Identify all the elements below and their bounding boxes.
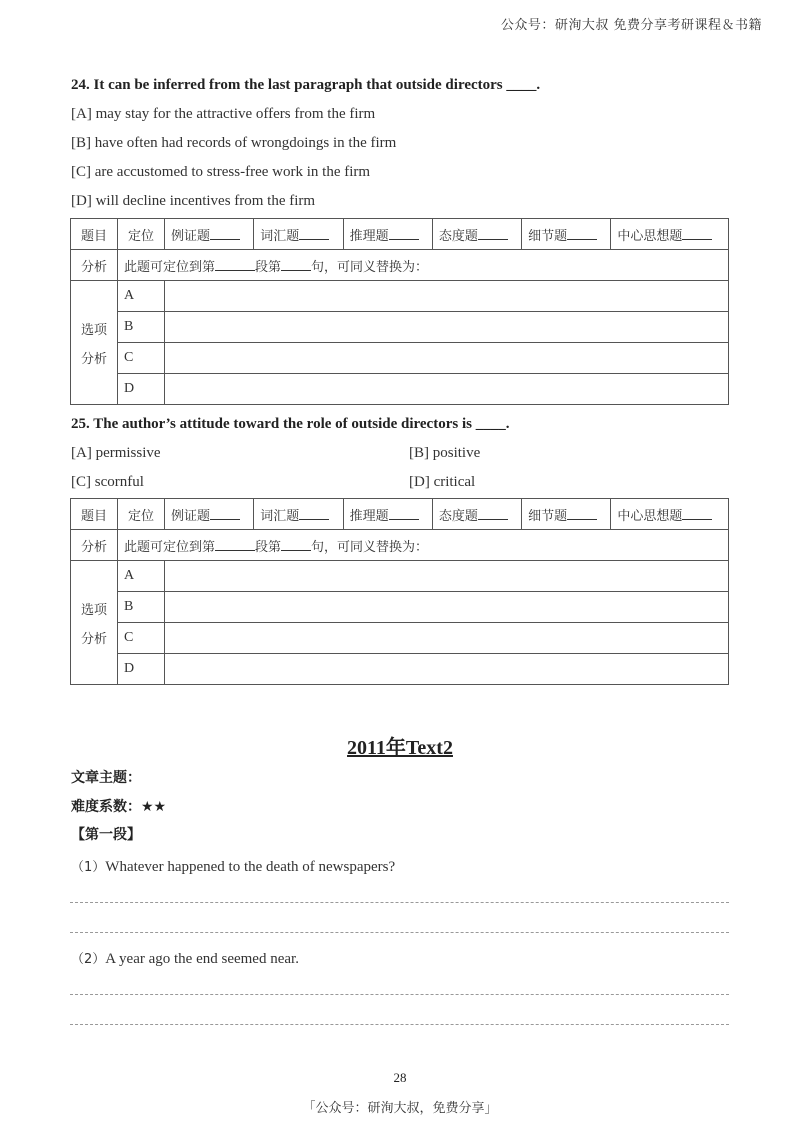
row-label-topic: 题目 bbox=[71, 499, 118, 530]
option-letter-a: A bbox=[118, 561, 165, 592]
option-letter-b: B bbox=[118, 592, 165, 623]
sentence-1: （1）Whatever happened to the death of newspapers? bbox=[71, 859, 396, 875]
cell-type-attitude: 态度题 bbox=[432, 499, 521, 530]
locate-cell: 此题可定位到第 段第 句，可同义替换为： bbox=[118, 530, 729, 561]
question-25-option-d: [D] critical bbox=[409, 474, 476, 490]
cell-type-attitude: 态度题 bbox=[432, 219, 521, 250]
option-letter-d: D bbox=[118, 374, 165, 405]
option-analysis-label: 选项 分析 bbox=[71, 281, 118, 405]
cell-type-detail: 细节题 bbox=[522, 219, 611, 250]
question-24-option-c: [C] are accustomed to stress-free work in the firm bbox=[71, 164, 371, 180]
writing-line[interactable] bbox=[70, 902, 729, 903]
sentence-2: （2）A year ago the end seemed near. bbox=[71, 951, 299, 967]
question-25-option-b: [B] positive bbox=[409, 445, 481, 461]
option-analysis-label: 选项 分析 bbox=[71, 561, 118, 685]
type-blank[interactable] bbox=[299, 507, 329, 520]
row-label-topic: 题目 bbox=[71, 219, 118, 250]
type-blank[interactable] bbox=[567, 507, 597, 520]
question-24-analysis-table bbox=[70, 218, 729, 405]
writing-line[interactable] bbox=[70, 932, 729, 933]
option-letter-c: C bbox=[118, 343, 165, 374]
type-blank[interactable] bbox=[389, 507, 419, 520]
footer-watermark: 「公众号：研洵大叔，免费分享」 bbox=[302, 1101, 498, 1116]
option-letter-c: C bbox=[118, 623, 165, 654]
cell-type-main-idea: 中心思想题 bbox=[611, 499, 729, 530]
type-blank[interactable] bbox=[478, 507, 508, 520]
article-theme-label: 文章主题： bbox=[71, 770, 141, 786]
cell-dingwei: 定位 bbox=[118, 499, 165, 530]
writing-line[interactable] bbox=[70, 994, 729, 995]
option-c-answer-cell[interactable] bbox=[165, 343, 729, 374]
difficulty-label: 难度系数：★★ bbox=[71, 799, 167, 815]
locate-cell: 此题可定位到第 段第 句，可同义替换为： bbox=[118, 250, 729, 281]
cell-type-vocab: 词汇题 bbox=[254, 499, 343, 530]
cell-type-detail: 细节题 bbox=[522, 499, 611, 530]
cell-type-main-idea: 中心思想题 bbox=[611, 219, 729, 250]
type-blank[interactable] bbox=[210, 227, 240, 240]
paragraph-blank[interactable] bbox=[215, 258, 255, 271]
question-25-stem: 25. The author’s attitude toward the role of outside directors is ____. bbox=[71, 416, 510, 432]
cell-type-example: 例证题 bbox=[165, 499, 254, 530]
paragraph-blank[interactable] bbox=[215, 538, 255, 551]
type-blank[interactable] bbox=[210, 507, 240, 520]
cell-type-inference: 推理题 bbox=[343, 219, 432, 250]
page-number: 28 bbox=[393, 1070, 407, 1085]
type-blank[interactable] bbox=[682, 507, 712, 520]
option-letter-d: D bbox=[118, 654, 165, 685]
cell-type-inference: 推理题 bbox=[343, 499, 432, 530]
question-25-option-c: [C] scornful bbox=[71, 474, 144, 490]
question-25-option-a: [A] permissive bbox=[71, 445, 161, 461]
question-24-option-b: [B] have often had records of wrongdoings in the firm bbox=[71, 135, 397, 151]
question-24-stem: 24. It can be inferred from the last paragraph that outside directors ____. bbox=[71, 77, 541, 93]
option-a-answer-cell[interactable] bbox=[165, 561, 729, 592]
paragraph-heading: 【第一段】 bbox=[71, 827, 141, 843]
option-a-answer-cell[interactable] bbox=[165, 281, 729, 312]
option-letter-b: B bbox=[118, 312, 165, 343]
cell-type-vocab: 词汇题 bbox=[254, 219, 343, 250]
section-title: 2011年Text2 bbox=[347, 737, 453, 759]
option-c-answer-cell[interactable] bbox=[165, 623, 729, 654]
cell-dingwei: 定位 bbox=[118, 219, 165, 250]
option-b-answer-cell[interactable] bbox=[165, 312, 729, 343]
row-label-analysis: 分析 bbox=[71, 530, 118, 561]
option-letter-a: A bbox=[118, 281, 165, 312]
option-d-answer-cell[interactable] bbox=[165, 654, 729, 685]
type-blank[interactable] bbox=[299, 227, 329, 240]
writing-line[interactable] bbox=[70, 1024, 729, 1025]
cell-type-example: 例证题 bbox=[165, 219, 254, 250]
type-blank[interactable] bbox=[478, 227, 508, 240]
type-blank[interactable] bbox=[567, 227, 597, 240]
row-label-analysis: 分析 bbox=[71, 250, 118, 281]
header-watermark: 公众号：研洵大叔 免费分享考研课程＆书籍 bbox=[500, 18, 762, 33]
sentence-blank[interactable] bbox=[281, 538, 311, 551]
type-blank[interactable] bbox=[682, 227, 712, 240]
question-25-analysis-table bbox=[70, 498, 729, 685]
question-24-option-a: [A] may stay for the attractive offers from the firm bbox=[71, 106, 376, 122]
question-24-option-d: [D] will decline incentives from the firm bbox=[71, 193, 316, 209]
type-blank[interactable] bbox=[389, 227, 419, 240]
option-d-answer-cell[interactable] bbox=[165, 374, 729, 405]
sentence-blank[interactable] bbox=[281, 258, 311, 271]
option-b-answer-cell[interactable] bbox=[165, 592, 729, 623]
